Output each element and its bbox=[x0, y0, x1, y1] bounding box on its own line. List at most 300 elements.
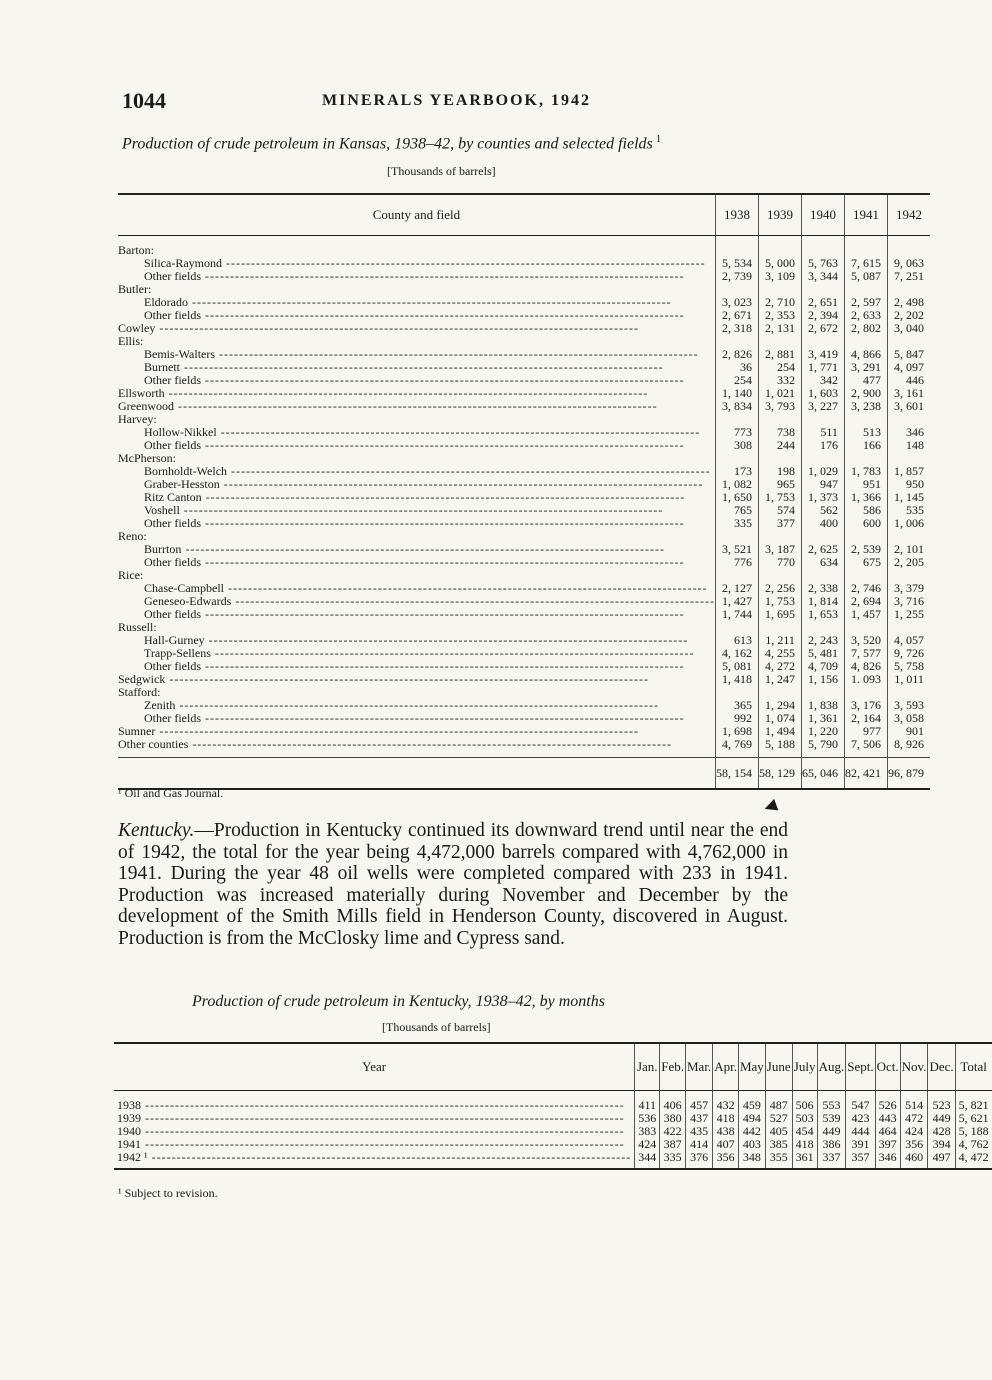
month-value-cell: 414 bbox=[685, 1138, 712, 1151]
value-cell: 1, 156 bbox=[801, 673, 844, 686]
month-value-cell: 418 bbox=[713, 1112, 739, 1125]
table2-col-header: Oct. bbox=[875, 1043, 900, 1091]
row-label-text: Stafford: bbox=[118, 685, 161, 699]
year-text: 1941 ----- bbox=[117, 1137, 625, 1151]
table1-col-header: 1942 bbox=[887, 194, 930, 236]
row-label-text: Butler: bbox=[118, 282, 152, 296]
row-label bbox=[118, 608, 715, 621]
table1-row bbox=[118, 322, 930, 335]
month-value-cell: 394 bbox=[928, 1138, 955, 1151]
month-value-cell: 344 bbox=[635, 1151, 660, 1169]
row-label-text: Russell: bbox=[118, 620, 157, 634]
value-cell: 1, 418 bbox=[715, 673, 758, 686]
table1-caption bbox=[122, 133, 661, 153]
value-cell: 511 bbox=[801, 426, 844, 439]
table2-col-header: Mar. bbox=[685, 1043, 712, 1091]
value-cell: 3, 520 bbox=[844, 634, 887, 647]
table1-col-header: 1940 bbox=[801, 194, 844, 236]
value-cell: 1, 650 bbox=[715, 491, 758, 504]
row-label-text: Rice: bbox=[118, 568, 144, 582]
table1-units: [Thousands of barrels] bbox=[387, 164, 496, 178]
value-cell: 400 bbox=[801, 517, 844, 530]
month-value-cell: 449 bbox=[928, 1112, 955, 1125]
kentucky-monthly-table bbox=[114, 1042, 992, 1170]
month-value-cell: 437 bbox=[685, 1112, 712, 1125]
value-cell: 773 bbox=[715, 426, 758, 439]
value-cell: 5, 790 bbox=[801, 738, 844, 751]
value-cell: 1, 603 bbox=[801, 387, 844, 400]
month-value-cell: 406 bbox=[660, 1099, 686, 1112]
value-cell: 2, 900 bbox=[844, 387, 887, 400]
value-cell: 600 bbox=[844, 517, 887, 530]
value-cell: 2, 651 bbox=[801, 296, 844, 309]
value-cell: 173 bbox=[715, 465, 758, 478]
value-cell: 965 bbox=[758, 478, 801, 491]
row-label-text: Other fields ----- bbox=[118, 711, 685, 725]
row-label-text: McPherson: bbox=[118, 451, 176, 465]
table1-row bbox=[118, 270, 930, 283]
table1-caption-note: 1 bbox=[655, 133, 662, 145]
month-value-cell: 460 bbox=[900, 1151, 928, 1169]
row-label-text: Other fields ----- bbox=[118, 308, 685, 322]
page-number: 1044 bbox=[122, 88, 166, 113]
row-label-text: Other fields ----- bbox=[118, 607, 685, 621]
table1-row bbox=[118, 400, 930, 413]
year-text: 1939 ----- bbox=[117, 1111, 625, 1125]
value-cell: 254 bbox=[758, 361, 801, 374]
value-cell: 2, 802 bbox=[844, 322, 887, 335]
value-cell: 3, 058 bbox=[887, 712, 930, 725]
value-cell: 3, 040 bbox=[887, 322, 930, 335]
month-value-cell: 464 bbox=[875, 1125, 900, 1138]
value-cell: 4, 097 bbox=[887, 361, 930, 374]
month-value-cell: 411 bbox=[635, 1099, 660, 1112]
month-value-cell: 444 bbox=[846, 1125, 875, 1138]
value-cell: 3, 419 bbox=[801, 348, 844, 361]
value-cell: 5, 081 bbox=[715, 660, 758, 673]
month-value-cell: 383 bbox=[635, 1125, 660, 1138]
value-cell: 1, 082 bbox=[715, 478, 758, 491]
kansas-production-table bbox=[118, 193, 930, 790]
value-cell: 1, 857 bbox=[887, 465, 930, 478]
table2-col-header: Apr. bbox=[713, 1043, 739, 1091]
row-label bbox=[118, 738, 715, 751]
month-value-cell: 337 bbox=[817, 1151, 846, 1169]
value-cell: 992 bbox=[715, 712, 758, 725]
value-cell: 365 bbox=[715, 699, 758, 712]
total-cell: 58, 129 bbox=[758, 758, 801, 790]
table2-col-header: Aug. bbox=[817, 1043, 846, 1091]
row-label-text: Burrton ----- bbox=[118, 542, 665, 556]
arrow-mark-icon: ◀ bbox=[761, 796, 780, 817]
value-cell: 1, 373 bbox=[801, 491, 844, 504]
value-cell: 901 bbox=[887, 725, 930, 738]
table2-caption: Production of crude petroleum in Kentucky, 1938–42, by months bbox=[192, 993, 605, 1010]
value-cell: 1, 814 bbox=[801, 595, 844, 608]
value-cell: 36 bbox=[715, 361, 758, 374]
row-label-text: Voshell ----- bbox=[118, 503, 663, 517]
spacer-cell bbox=[118, 236, 715, 245]
value-cell: 176 bbox=[801, 439, 844, 452]
row-label-text: Other fields ----- bbox=[118, 555, 685, 569]
table2-footnote: ¹ Subject to revision. bbox=[118, 1186, 218, 1200]
value-cell: 1, 494 bbox=[758, 725, 801, 738]
month-value-cell: 422 bbox=[660, 1125, 686, 1138]
month-value-cell: 357 bbox=[846, 1151, 875, 1169]
total-cell: 65, 046 bbox=[801, 758, 844, 790]
value-cell: 2, 256 bbox=[758, 582, 801, 595]
value-cell: 1, 140 bbox=[715, 387, 758, 400]
month-value-cell: 405 bbox=[765, 1125, 792, 1138]
value-cell: 535 bbox=[887, 504, 930, 517]
row-label bbox=[118, 270, 715, 283]
value-cell: 4, 866 bbox=[844, 348, 887, 361]
month-value-cell: 497 bbox=[928, 1151, 955, 1169]
value-cell: 2, 694 bbox=[844, 595, 887, 608]
paragraph-text: —Production in Kentucky continued its downward trend until near the end of 1942, the total for the year being 4,472,000 barrels compared with 4,762,000 in 1941. During the year 48 oil wells were completed compared with 233 in 1941. Production was increased materially during November and December by the development of the Smith Mills field in Henderson County, discovered in August. Production is from the McClosky lime and Cypress sand. bbox=[118, 820, 788, 949]
spacer-cell bbox=[887, 236, 930, 245]
value-cell: 5, 087 bbox=[844, 270, 887, 283]
table1-row bbox=[118, 556, 930, 569]
month-value-cell: 435 bbox=[685, 1125, 712, 1138]
row-label bbox=[118, 400, 715, 413]
month-value-cell: 449 bbox=[817, 1125, 846, 1138]
spacer-cell bbox=[758, 236, 801, 245]
month-value-cell: 335 bbox=[660, 1151, 686, 1169]
row-label-text: Ellsworth ----- bbox=[118, 386, 648, 400]
month-value-cell: 457 bbox=[685, 1099, 712, 1112]
table1-total-row bbox=[118, 758, 930, 790]
table2-row bbox=[114, 1151, 992, 1169]
value-cell: 446 bbox=[887, 374, 930, 387]
month-value-cell: 514 bbox=[900, 1099, 928, 1112]
month-value-cell: 443 bbox=[875, 1112, 900, 1125]
value-cell: 770 bbox=[758, 556, 801, 569]
row-label-text: Hollow-Nikkel ----- bbox=[118, 425, 700, 439]
table2-col-header: Year bbox=[114, 1043, 635, 1091]
table1-row bbox=[118, 673, 930, 686]
table2-col-header: July bbox=[792, 1043, 817, 1091]
value-cell: 1, 361 bbox=[801, 712, 844, 725]
value-cell: 1, 427 bbox=[715, 595, 758, 608]
value-cell: 574 bbox=[758, 504, 801, 517]
value-cell: 1, 211 bbox=[758, 634, 801, 647]
value-cell: 5, 534 bbox=[715, 257, 758, 270]
row-label-text: Sumner ----- bbox=[118, 724, 639, 738]
value-cell: 5, 481 bbox=[801, 647, 844, 660]
month-value-cell: 527 bbox=[765, 1112, 792, 1125]
month-value-cell: 526 bbox=[875, 1099, 900, 1112]
value-cell: 613 bbox=[715, 634, 758, 647]
month-value-cell: 407 bbox=[713, 1138, 739, 1151]
value-cell: 4, 057 bbox=[887, 634, 930, 647]
value-cell: 7, 577 bbox=[844, 647, 887, 660]
row-label bbox=[118, 673, 715, 686]
row-label-text: Bemis-Walters ----- bbox=[118, 347, 699, 361]
total-cell: 82, 421 bbox=[844, 758, 887, 790]
month-value-cell: 539 bbox=[817, 1112, 846, 1125]
value-cell: 1, 220 bbox=[801, 725, 844, 738]
table2-col-header: Sept. bbox=[846, 1043, 875, 1091]
value-cell: 148 bbox=[887, 439, 930, 452]
month-value-cell: 397 bbox=[875, 1138, 900, 1151]
page-header bbox=[122, 88, 782, 114]
month-value-cell: 459 bbox=[738, 1099, 765, 1112]
value-cell: 308 bbox=[715, 439, 758, 452]
table2-body bbox=[114, 1091, 992, 1170]
value-cell: 2, 672 bbox=[801, 322, 844, 335]
value-cell: 5, 188 bbox=[758, 738, 801, 751]
value-cell: 586 bbox=[844, 504, 887, 517]
value-cell: 3, 793 bbox=[758, 400, 801, 413]
value-cell: 2, 101 bbox=[887, 543, 930, 556]
row-label-text: Other fields ----- bbox=[118, 269, 685, 283]
value-cell: 738 bbox=[758, 426, 801, 439]
month-value-cell: 387 bbox=[660, 1138, 686, 1151]
value-cell: 1. 093 bbox=[844, 673, 887, 686]
value-cell: 198 bbox=[758, 465, 801, 478]
month-value-cell: 4, 472 bbox=[955, 1151, 992, 1169]
value-cell: 7, 506 bbox=[844, 738, 887, 751]
value-cell: 1, 255 bbox=[887, 608, 930, 621]
month-value-cell: 356 bbox=[713, 1151, 739, 1169]
year-text: 1938 ----- bbox=[117, 1098, 625, 1112]
value-cell: 3, 109 bbox=[758, 270, 801, 283]
row-label-text: Cowley ----- bbox=[118, 321, 639, 335]
month-value-cell: 385 bbox=[765, 1138, 792, 1151]
month-value-cell: 487 bbox=[765, 1099, 792, 1112]
table1-row bbox=[118, 608, 930, 621]
value-cell: 2, 243 bbox=[801, 634, 844, 647]
table2-units: [Thousands of barrels] bbox=[382, 1020, 491, 1034]
value-cell: 2, 539 bbox=[844, 543, 887, 556]
value-cell: 3, 834 bbox=[715, 400, 758, 413]
value-cell: 2, 671 bbox=[715, 309, 758, 322]
value-cell: 5, 000 bbox=[758, 257, 801, 270]
month-value-cell: 4, 762 bbox=[955, 1138, 992, 1151]
spacer-cell bbox=[844, 236, 887, 245]
month-value-cell: 424 bbox=[900, 1125, 928, 1138]
month-value-cell: 356 bbox=[900, 1138, 928, 1151]
value-cell: 2, 746 bbox=[844, 582, 887, 595]
value-cell: 7, 251 bbox=[887, 270, 930, 283]
value-cell: 1, 145 bbox=[887, 491, 930, 504]
month-value-cell: 432 bbox=[713, 1099, 739, 1112]
table1-row bbox=[118, 738, 930, 751]
value-cell: 8, 926 bbox=[887, 738, 930, 751]
row-label-text: Harvey: bbox=[118, 412, 157, 426]
value-cell: 1, 753 bbox=[758, 491, 801, 504]
value-cell: 2, 202 bbox=[887, 309, 930, 322]
value-cell: 3, 238 bbox=[844, 400, 887, 413]
table2-col-header: June bbox=[765, 1043, 792, 1091]
row-label-text: Other counties ----- bbox=[118, 737, 672, 751]
month-value-cell: 346 bbox=[875, 1151, 900, 1169]
table1-caption-text: Production of crude petroleum in Kansas, 1938–42, by counties and selected fields bbox=[122, 135, 653, 153]
value-cell: 4, 769 bbox=[715, 738, 758, 751]
value-cell: 5, 847 bbox=[887, 348, 930, 361]
value-cell: 947 bbox=[801, 478, 844, 491]
row-label-text: Other fields ----- bbox=[118, 516, 685, 530]
kentucky-paragraph bbox=[118, 820, 788, 949]
row-label-text: Chase-Campbell ----- bbox=[118, 581, 708, 595]
row-label-text: Ritz Canton ----- bbox=[118, 490, 685, 504]
value-cell: 2, 164 bbox=[844, 712, 887, 725]
value-cell: 1, 366 bbox=[844, 491, 887, 504]
value-cell: 346 bbox=[887, 426, 930, 439]
spacer-cell bbox=[715, 236, 758, 245]
value-cell: 3, 521 bbox=[715, 543, 758, 556]
value-cell: 675 bbox=[844, 556, 887, 569]
month-value-cell: 361 bbox=[792, 1151, 817, 1169]
table2-col-header: Dec. bbox=[928, 1043, 955, 1091]
year-cell bbox=[114, 1151, 635, 1169]
table1-col-header: 1938 bbox=[715, 194, 758, 236]
value-cell: 342 bbox=[801, 374, 844, 387]
month-value-cell: 5, 821 bbox=[955, 1099, 992, 1112]
table1-body bbox=[118, 236, 930, 790]
value-cell: 1, 783 bbox=[844, 465, 887, 478]
table1-spacer-row bbox=[118, 236, 930, 245]
row-label-text: Other fields ----- bbox=[118, 373, 685, 387]
value-cell: 2, 625 bbox=[801, 543, 844, 556]
month-value-cell: 536 bbox=[635, 1112, 660, 1125]
value-cell: 166 bbox=[844, 439, 887, 452]
row-label-text: Barton: bbox=[118, 243, 154, 257]
value-cell: 1, 744 bbox=[715, 608, 758, 621]
value-cell: 244 bbox=[758, 439, 801, 452]
month-value-cell: 418 bbox=[792, 1138, 817, 1151]
spacer-cell bbox=[801, 236, 844, 245]
value-cell: 3, 187 bbox=[758, 543, 801, 556]
value-cell: 5, 758 bbox=[887, 660, 930, 673]
value-cell: 3, 291 bbox=[844, 361, 887, 374]
value-cell: 1, 006 bbox=[887, 517, 930, 530]
row-label bbox=[118, 322, 715, 335]
value-cell: 1, 698 bbox=[715, 725, 758, 738]
value-cell: 1, 294 bbox=[758, 699, 801, 712]
value-cell: 254 bbox=[715, 374, 758, 387]
value-cell: 4, 826 bbox=[844, 660, 887, 673]
value-cell: 332 bbox=[758, 374, 801, 387]
value-cell: 3, 227 bbox=[801, 400, 844, 413]
value-cell: 335 bbox=[715, 517, 758, 530]
table1-col-header: 1941 bbox=[844, 194, 887, 236]
value-cell: 2, 826 bbox=[715, 348, 758, 361]
value-cell: 3, 379 bbox=[887, 582, 930, 595]
row-label-text: Zenith ----- bbox=[118, 698, 659, 712]
row-label-text: Silica-Raymond ----- bbox=[118, 256, 706, 270]
value-cell: 2, 498 bbox=[887, 296, 930, 309]
table1-row bbox=[118, 439, 930, 452]
month-value-cell: 442 bbox=[738, 1125, 765, 1138]
month-value-cell: 523 bbox=[928, 1099, 955, 1112]
value-cell: 1, 247 bbox=[758, 673, 801, 686]
value-cell: 2, 739 bbox=[715, 270, 758, 283]
value-cell: 1, 695 bbox=[758, 608, 801, 621]
value-cell: 9, 063 bbox=[887, 257, 930, 270]
paragraph-lead: Kentucky. bbox=[118, 820, 195, 841]
total-cell: 96, 879 bbox=[887, 758, 930, 790]
value-cell: 2, 205 bbox=[887, 556, 930, 569]
value-cell: 1, 838 bbox=[801, 699, 844, 712]
month-value-cell: 5, 621 bbox=[955, 1112, 992, 1125]
value-cell: 9, 726 bbox=[887, 647, 930, 660]
row-label-text: Eldorado ----- bbox=[118, 295, 672, 309]
row-label-text: Other fields ----- bbox=[118, 659, 685, 673]
value-cell: 3, 161 bbox=[887, 387, 930, 400]
value-cell: 1, 029 bbox=[801, 465, 844, 478]
value-cell: 950 bbox=[887, 478, 930, 491]
table1-footnote: ¹ Oil and Gas Journal. bbox=[118, 786, 224, 800]
value-cell: 2, 131 bbox=[758, 322, 801, 335]
value-cell: 2, 127 bbox=[715, 582, 758, 595]
total-cell: 58, 154 bbox=[715, 758, 758, 790]
month-value-cell: 380 bbox=[660, 1112, 686, 1125]
row-label-text: Ellis: bbox=[118, 334, 144, 348]
value-cell: 7, 615 bbox=[844, 257, 887, 270]
value-cell: 1, 457 bbox=[844, 608, 887, 621]
table2-col-header: Jan. bbox=[635, 1043, 660, 1091]
row-label-text: Geneseo-Edwards ----- bbox=[118, 594, 715, 608]
row-label-text: Burnett ----- bbox=[118, 360, 664, 374]
value-cell: 3, 593 bbox=[887, 699, 930, 712]
row-label-text: Sedgwick ----- bbox=[118, 672, 649, 686]
month-value-cell: 454 bbox=[792, 1125, 817, 1138]
value-cell: 2, 318 bbox=[715, 322, 758, 335]
month-value-cell: 553 bbox=[817, 1099, 846, 1112]
value-cell: 4, 255 bbox=[758, 647, 801, 660]
row-label-text: Bornholdt-Welch ----- bbox=[118, 464, 711, 478]
row-label-text: Other fields ----- bbox=[118, 438, 685, 452]
table2-col-header: May bbox=[738, 1043, 765, 1091]
value-cell: 3, 023 bbox=[715, 296, 758, 309]
total-label-cell bbox=[118, 758, 715, 790]
value-cell: 377 bbox=[758, 517, 801, 530]
row-label-text: Greenwood ----- bbox=[118, 399, 658, 413]
value-cell: 634 bbox=[801, 556, 844, 569]
running-title: MINERALS YEARBOOK, 1942 bbox=[322, 92, 591, 109]
value-cell: 3, 601 bbox=[887, 400, 930, 413]
row-label-text: Trapp-Sellens ----- bbox=[118, 646, 695, 660]
table2-col-header: Feb. bbox=[660, 1043, 686, 1091]
table1-col-header: County and field bbox=[118, 194, 715, 236]
value-cell: 951 bbox=[844, 478, 887, 491]
month-value-cell: 5, 188 bbox=[955, 1125, 992, 1138]
month-value-cell: 403 bbox=[738, 1138, 765, 1151]
value-cell: 3, 344 bbox=[801, 270, 844, 283]
value-cell: 3, 716 bbox=[887, 595, 930, 608]
value-cell: 977 bbox=[844, 725, 887, 738]
table1-row bbox=[118, 517, 930, 530]
value-cell: 2, 353 bbox=[758, 309, 801, 322]
row-label-text: Hall-Gurney ----- bbox=[118, 633, 688, 647]
row-label bbox=[118, 517, 715, 530]
month-value-cell: 376 bbox=[685, 1151, 712, 1169]
value-cell: 4, 709 bbox=[801, 660, 844, 673]
month-value-cell: 423 bbox=[846, 1112, 875, 1125]
value-cell: 2, 597 bbox=[844, 296, 887, 309]
month-value-cell: 424 bbox=[635, 1138, 660, 1151]
value-cell: 1, 753 bbox=[758, 595, 801, 608]
value-cell: 4, 272 bbox=[758, 660, 801, 673]
value-cell: 1, 653 bbox=[801, 608, 844, 621]
row-label-text: Graber-Hesston ----- bbox=[118, 477, 703, 491]
value-cell: 562 bbox=[801, 504, 844, 517]
month-value-cell: 386 bbox=[817, 1138, 846, 1151]
month-value-cell: 503 bbox=[792, 1112, 817, 1125]
value-cell: 477 bbox=[844, 374, 887, 387]
